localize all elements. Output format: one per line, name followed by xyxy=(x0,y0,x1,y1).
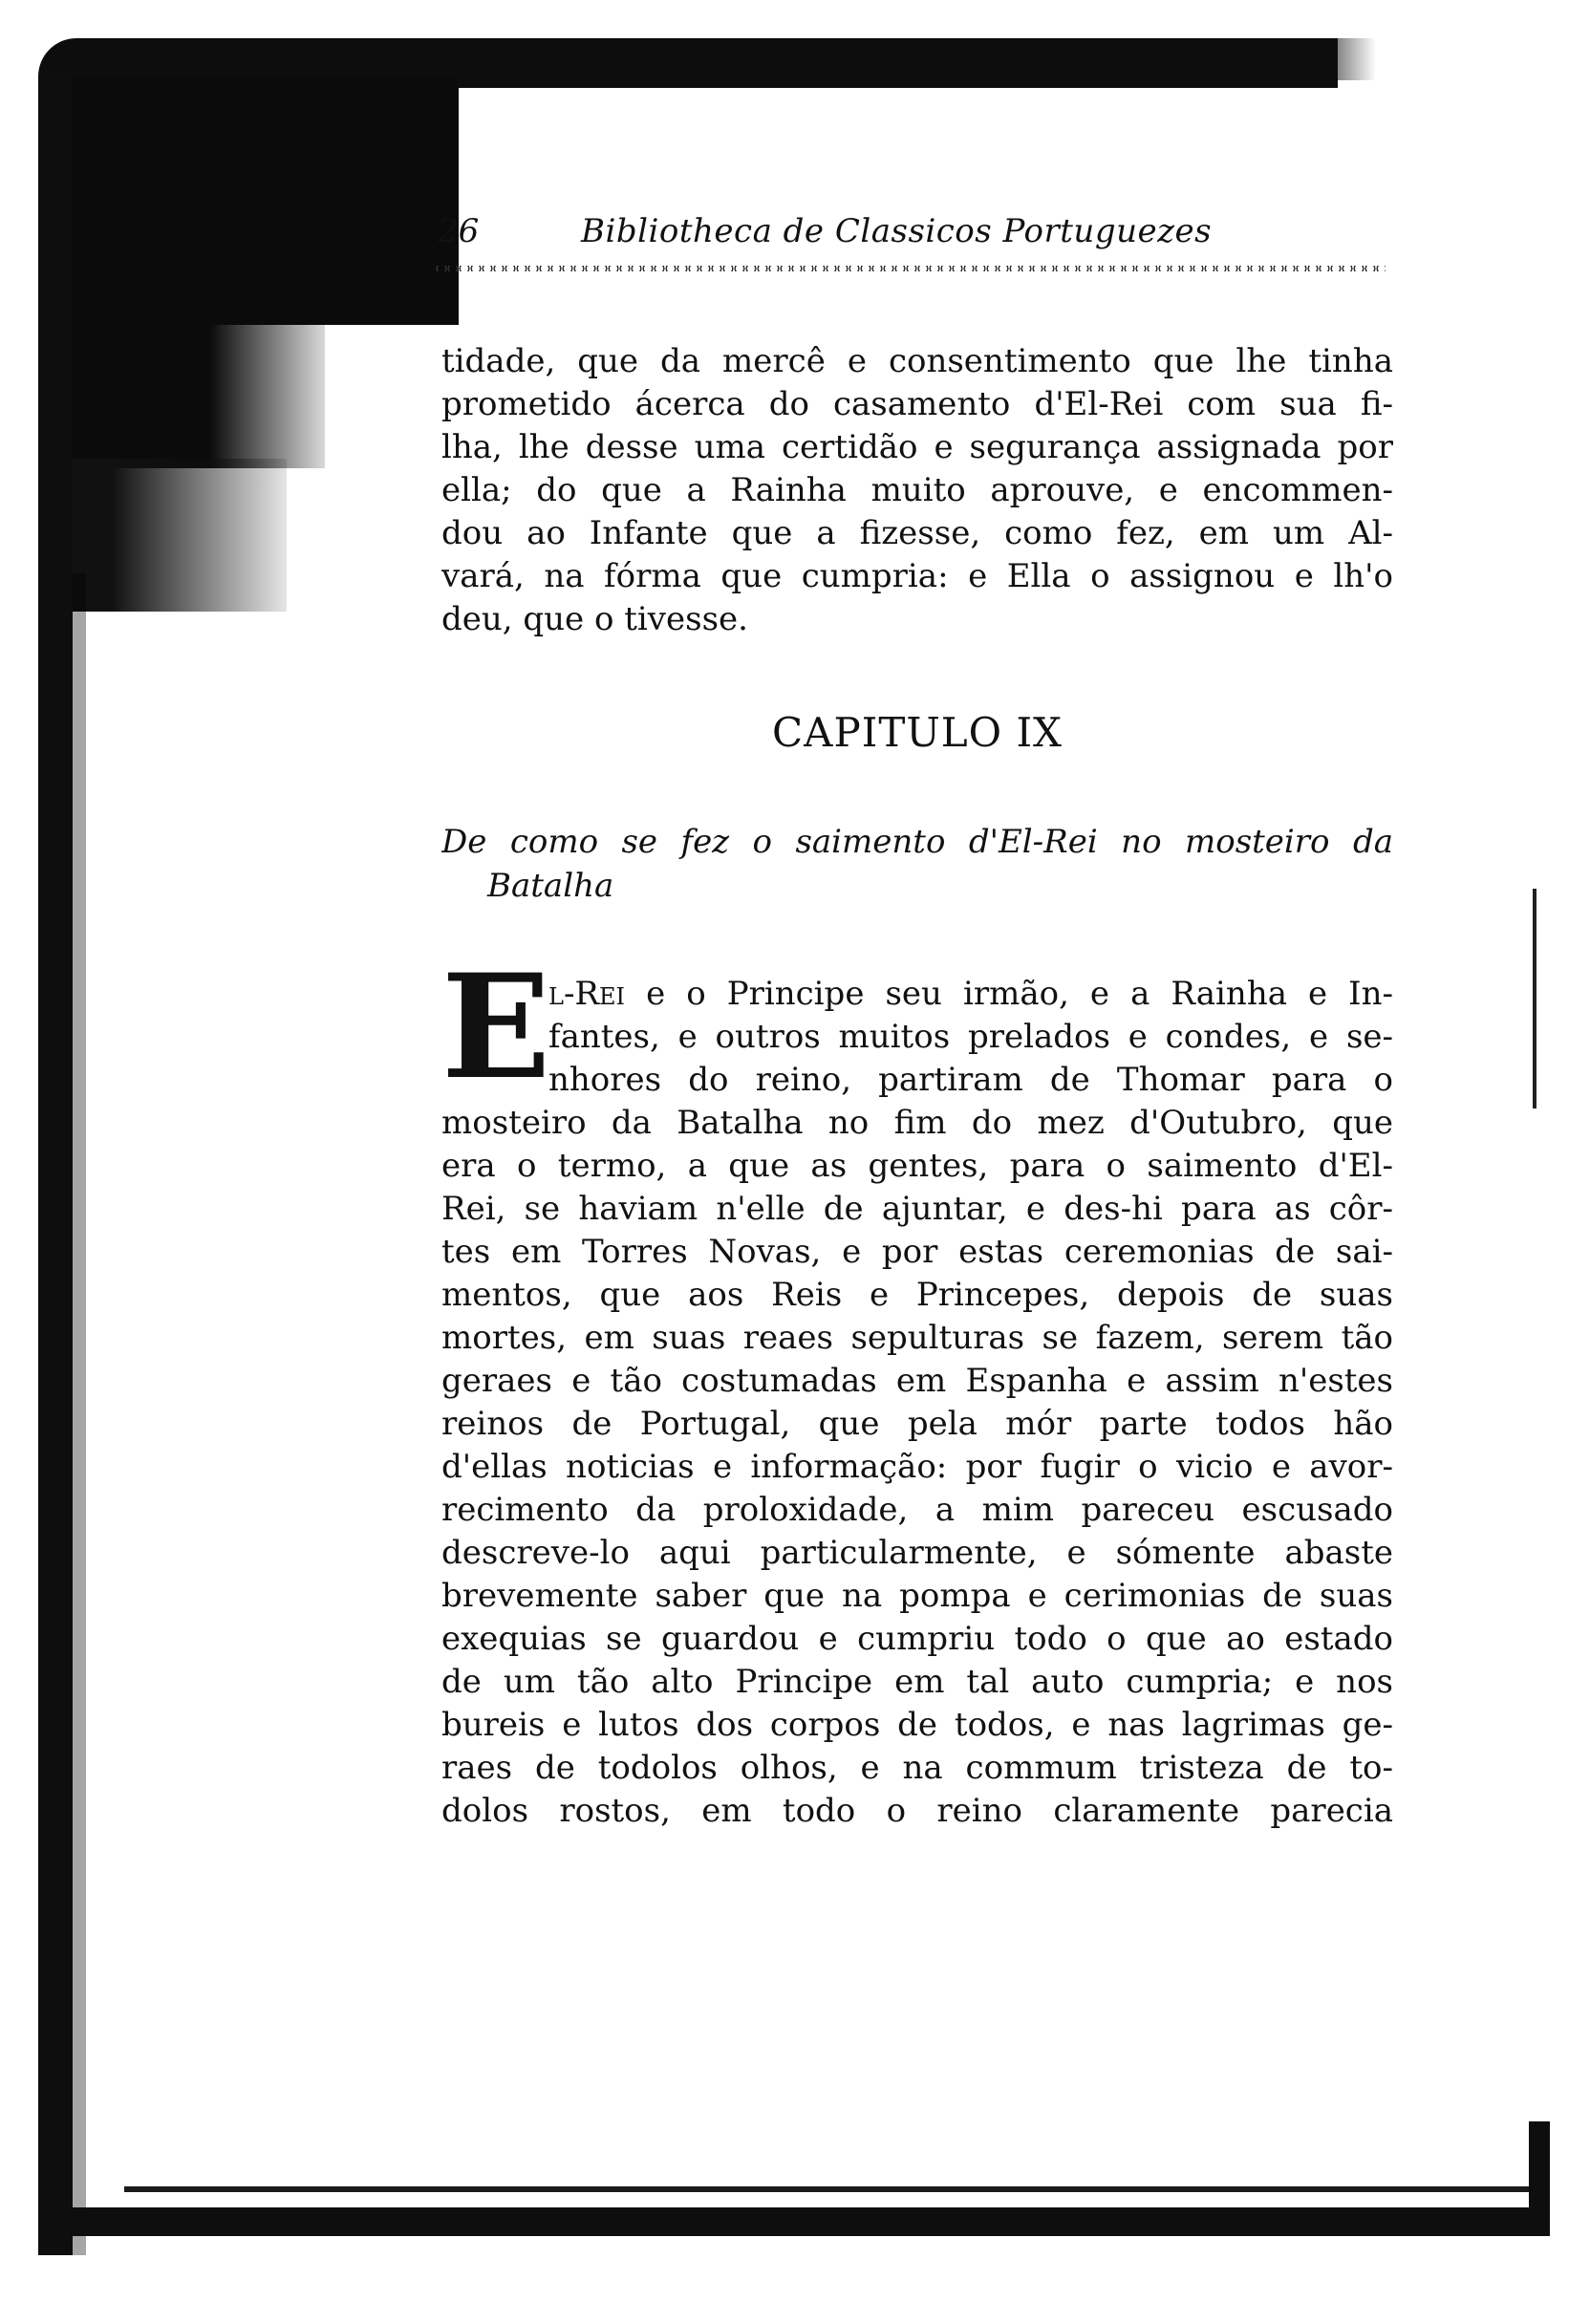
text-line: vará, na fórma que cumpria: e Ella o assignou e lh'o xyxy=(441,557,1393,595)
text-line: de um tão alto Principe em tal auto cumpria; e nos xyxy=(441,1663,1393,1701)
text-line: bureis e lutos dos corpos de todos, e nas lagrimas ge- xyxy=(441,1706,1393,1744)
text-line: dou ao Infante que a fizesse, como fez, em um Al- xyxy=(441,514,1393,552)
text-line: nhores do reino, partiram de Thomar para o xyxy=(548,1061,1393,1099)
scan-shadow-left-upper xyxy=(38,315,325,468)
text-line: fantes, e outros muitos prelados e condes, e se- xyxy=(548,1018,1393,1056)
text-line: ella; do que a Rainha muito aprouve, e encommen- xyxy=(441,471,1393,509)
text-line: brevemente saber que na pompa e cerimonias de suas xyxy=(441,1577,1393,1615)
text-line: prometido ácerca do casamento d'El-Rei com sua fi- xyxy=(441,385,1393,423)
scan-shadow-top-fade xyxy=(1300,38,1376,80)
text-line: tidade, que da mercê e consentimento que lhe tinha xyxy=(441,342,1393,380)
chapter-subtitle xyxy=(441,820,1393,908)
scan-shadow-bottom xyxy=(38,2207,1529,2236)
chapter-paragraph xyxy=(441,973,1393,1833)
page-number: 26 xyxy=(438,212,480,250)
subtitle-line: Batalha xyxy=(487,867,614,905)
first-word-rest: l-Rei xyxy=(548,975,626,1013)
scan-mark-right xyxy=(1533,889,1536,1108)
text-line: descreve-lo aqui particularmente, e sómente abaste xyxy=(441,1534,1393,1572)
scan-shadow-corner xyxy=(38,76,459,325)
text-line: tes em Torres Novas, e por estas ceremonias de sai- xyxy=(441,1233,1393,1271)
text-line: recimento da proloxidade, a mim pareceu escusado xyxy=(441,1491,1393,1529)
scan-shadow-left xyxy=(38,76,73,2255)
chapter-title: CAPITULO IX xyxy=(772,709,1063,756)
text-line: mortes, em suas reaes sepulturas se fazem, serem tão xyxy=(441,1319,1393,1357)
text-line: reinos de Portugal, que pela mór parte todos hão xyxy=(441,1405,1393,1443)
text-line: raes de todolos olhos, e na commum tristeza de to- xyxy=(441,1749,1393,1787)
text-line: mentos, que aos Reis e Princepes, depois de suas xyxy=(441,1276,1393,1314)
text-line: d'ellas noticias e informação: por fugir o vicio e avor- xyxy=(441,1448,1393,1486)
text-line: geraes e tão costumadas em Espanha e assim n'estes xyxy=(441,1362,1393,1400)
text-line-first xyxy=(441,973,1393,1016)
running-head xyxy=(438,212,1384,260)
text-line: lha, lhe desse uma certidão e segurança assignada por xyxy=(441,428,1393,466)
scan-shadow-left-inner xyxy=(73,573,86,2255)
text-line: mosteiro da Batalha no fim do mez d'Outubro, que xyxy=(441,1104,1393,1142)
drop-cap-letter: E xyxy=(441,943,551,1111)
header-wavy-rule xyxy=(436,266,1386,271)
text-line: era o termo, a que as gentes, para o saimento d'El- xyxy=(441,1147,1393,1185)
scan-shadow-right-corner xyxy=(1529,2121,1550,2236)
text-line: deu, que o tivesse. xyxy=(441,600,748,638)
text-line: exequias se guardou e cumpriu todo o que ao estado xyxy=(441,1620,1393,1658)
running-title: Bibliotheca de Classicos Portuguezes xyxy=(581,212,1213,250)
paragraph-continuation xyxy=(441,340,1393,641)
line1-rest: e o Principe seu irmão, e a Rainha e In- xyxy=(625,975,1393,1013)
text-line: dolos rostos, em todo o reino claramente parecia xyxy=(441,1792,1393,1830)
text-line: Rei, se haviam n'elle de ajuntar, e des-hi para as côr- xyxy=(441,1190,1393,1228)
subtitle-line: De como se fez o saimento d'El-Rei no mosteiro da xyxy=(441,823,1393,861)
scan-rule-bottom xyxy=(124,2186,1529,2192)
